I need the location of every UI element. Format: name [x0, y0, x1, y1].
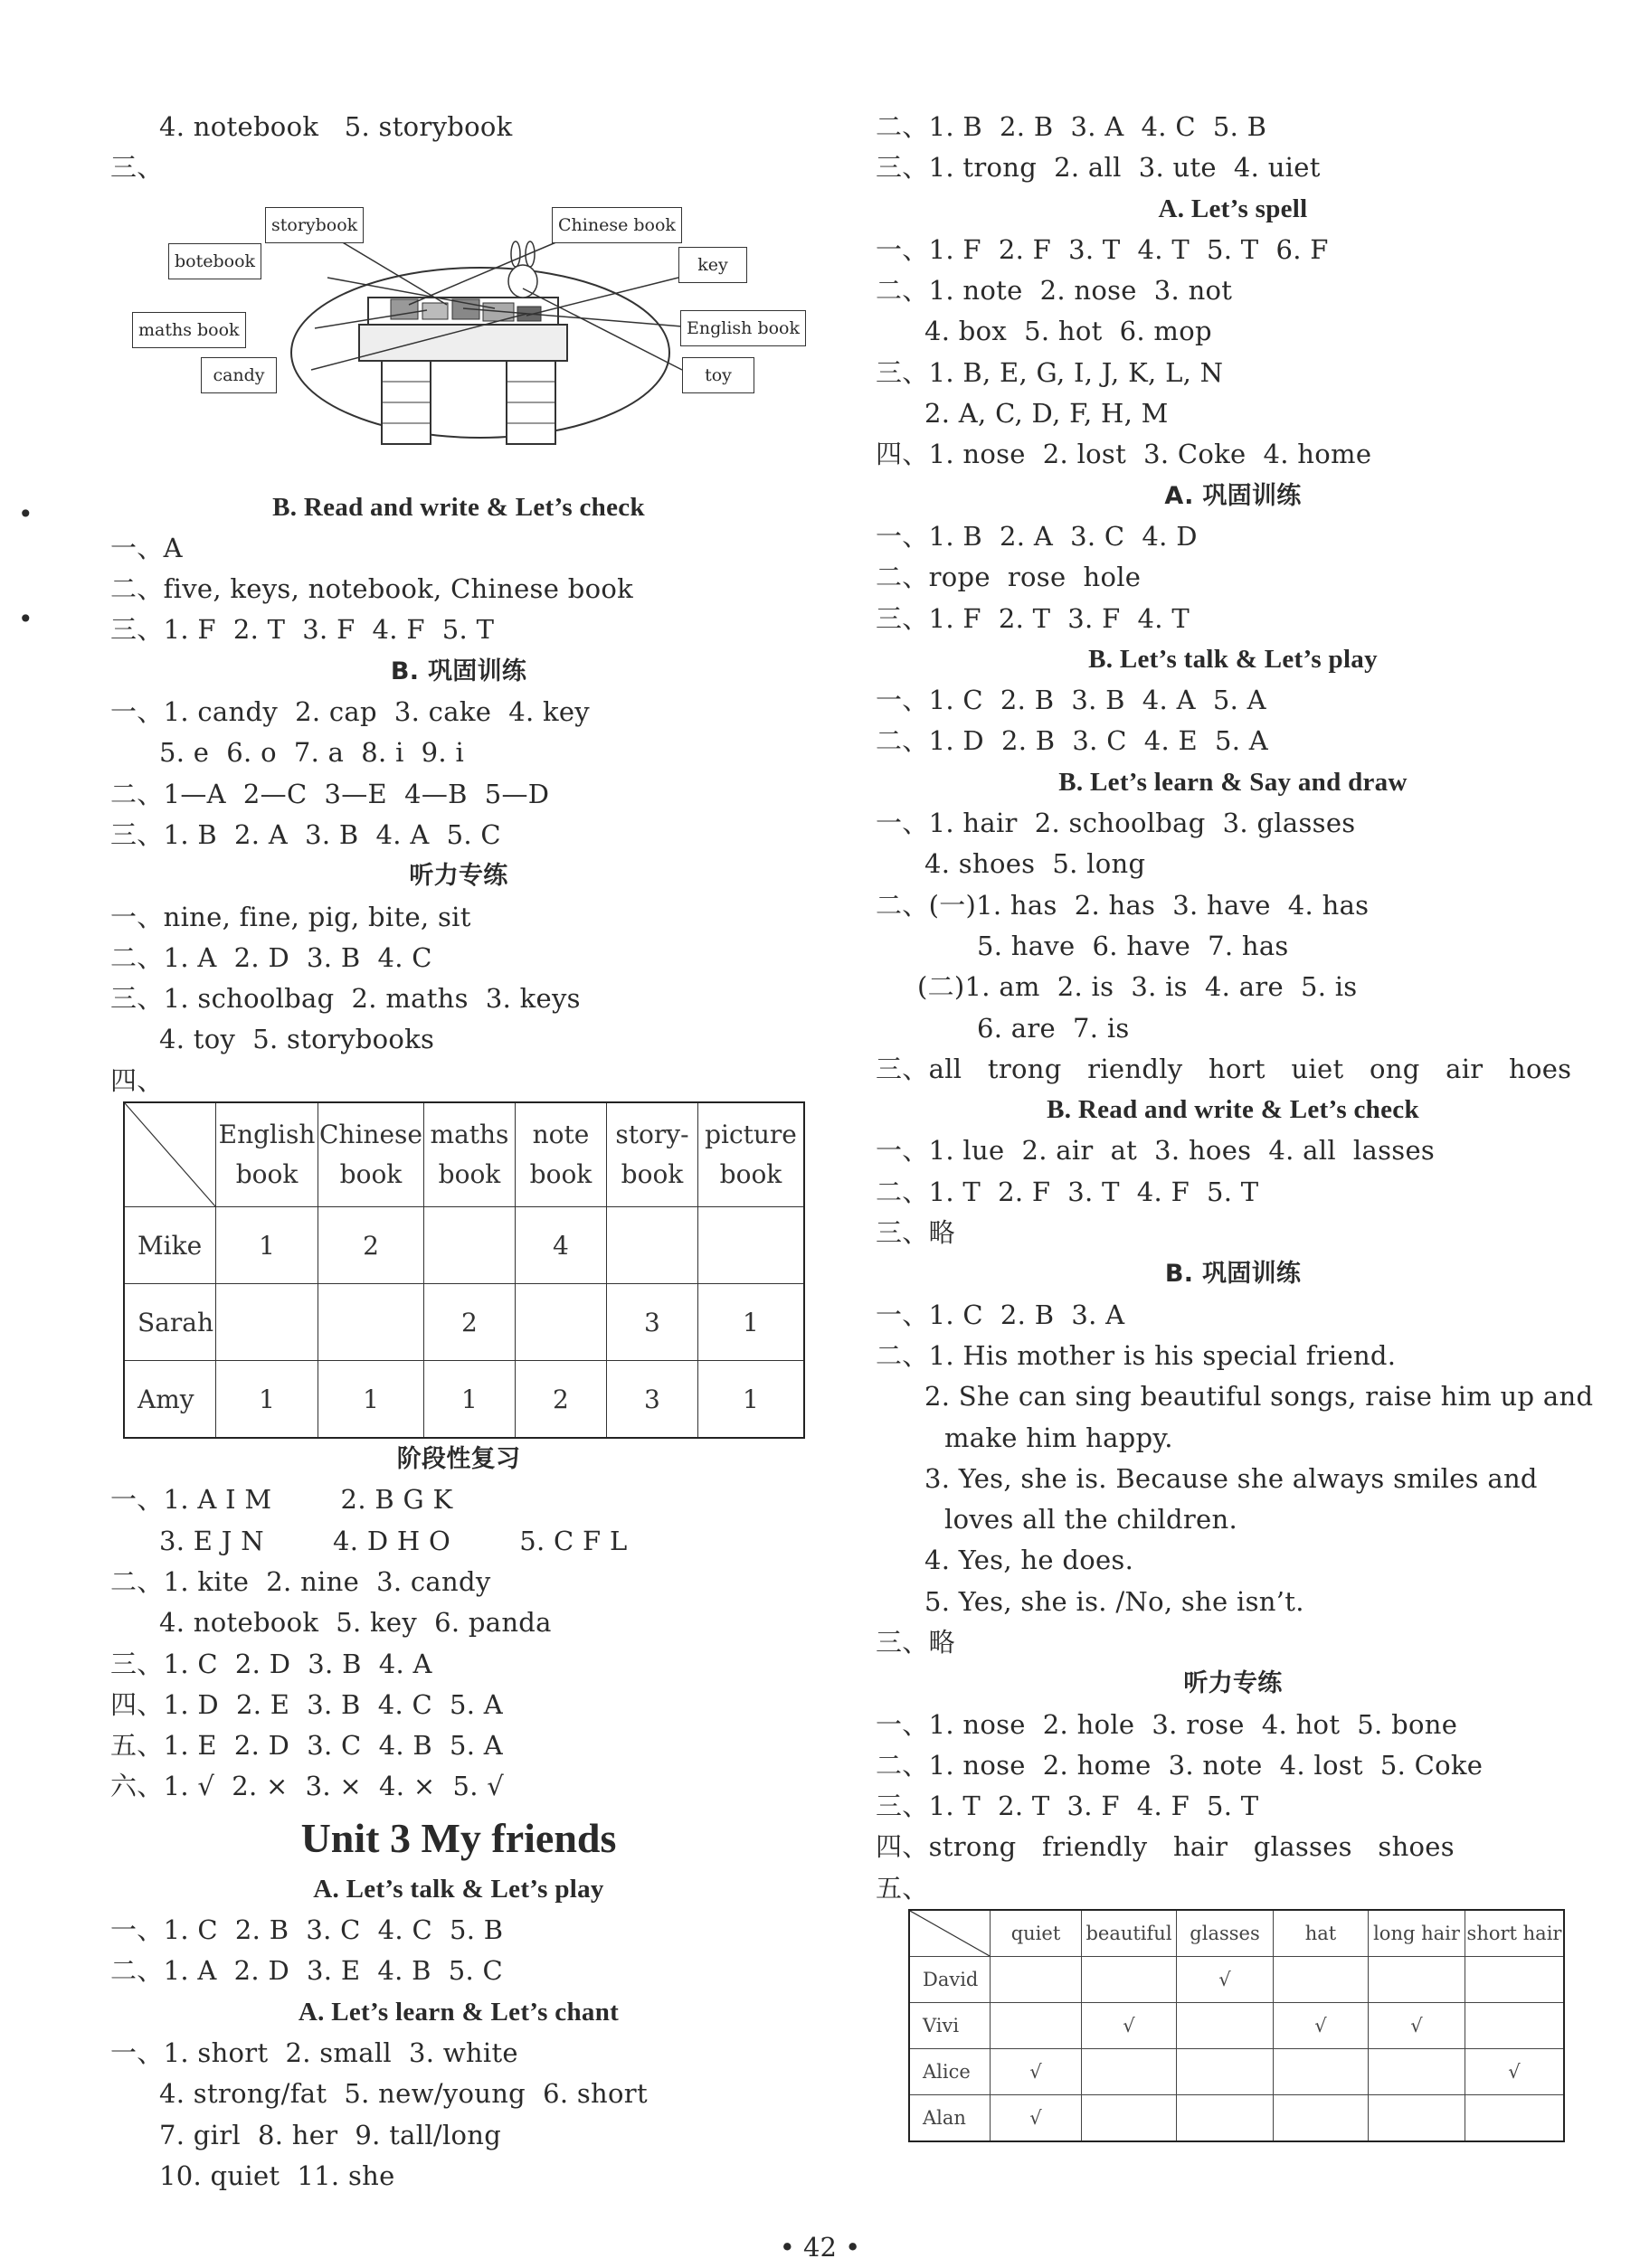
book-count-table [123, 1101, 805, 1439]
diagram-label-candy: candy [201, 357, 277, 393]
section-label: 三、 [110, 152, 164, 184]
answer-line: 4. strong/fat 5. new/young 6. short [159, 2078, 648, 2110]
desk-labeling-diagram [110, 189, 807, 487]
table-cell: √ [1082, 2003, 1177, 2049]
table-header: picture book [697, 1102, 804, 1207]
answer-line: 三、略 [876, 1217, 955, 1249]
answer-line: make him happy. [944, 1422, 1173, 1453]
answer-line: 三、1. F 2. T 3. F 4. T [876, 602, 1190, 634]
diagram-label-chinese-book: Chinese book [552, 207, 682, 243]
row-name: Amy [124, 1361, 216, 1439]
section-heading: B. Let’s learn & Say and draw [1058, 767, 1408, 797]
diagram-label-key: key [678, 247, 747, 283]
answer-line: 五、1. E 2. D 3. C 4. B 5. A [110, 1730, 504, 1762]
answer-line: 一、nine, fine, pig, bite, sit [110, 901, 471, 932]
table-header: story- book [606, 1102, 697, 1207]
answer-line: 一、1. lue 2. air at 3. hoes 4. all lasses [876, 1135, 1436, 1167]
table-cell: √ [1177, 1957, 1274, 2003]
row-name: David [909, 1957, 991, 2003]
table-cell [697, 1207, 804, 1284]
answer-line: 四、1. nose 2. lost 3. Coke 4. home [876, 439, 1372, 470]
table-cell: 3 [606, 1284, 697, 1361]
table-row [909, 2003, 1564, 2049]
section-heading: B. Let’s talk & Let’s play [1088, 644, 1378, 674]
table-cell: √ [1465, 2049, 1565, 2095]
table-header: quiet [991, 1910, 1082, 1957]
answer-line: 6. are 7. is [977, 1012, 1130, 1044]
table-cell: 2 [318, 1207, 424, 1284]
table-cell: 1 [216, 1361, 318, 1439]
table-cell [1274, 2049, 1369, 2095]
table-cell [991, 1957, 1082, 2003]
table-cell [1369, 1957, 1465, 2003]
answer-line: 7. girl 8. her 9. tall/long [159, 2119, 502, 2150]
right-column [876, 107, 1594, 2142]
table-header: note book [515, 1102, 606, 1207]
table-cell [515, 1284, 606, 1361]
table-cell [1177, 2003, 1274, 2049]
table-header: maths book [423, 1102, 515, 1207]
table-header: long hair [1369, 1910, 1465, 1957]
answer-line: 二、1. D 2. B 3. C 4. E 5. A [876, 725, 1269, 757]
diagram-label-botebook: botebook [168, 243, 261, 279]
answer-line: 5. Yes, she is. /No, she isn’t. [924, 1585, 1304, 1617]
row-name: Vivi [909, 2003, 991, 2049]
answer-line: 二、1. kite 2. nine 3. candy [110, 1565, 491, 1597]
answer-line: 2. A, C, D, F, H, M [924, 398, 1169, 430]
table-cell [606, 1207, 697, 1284]
table-cell: 1 [697, 1361, 804, 1439]
table-cell: 2 [515, 1361, 606, 1439]
answer-line: 三、1. C 2. D 3. B 4. A [110, 1648, 432, 1679]
answer-line: 一、1. F 2. F 3. T 4. T 5. T 6. F [876, 233, 1329, 265]
section-heading: A. 巩固训练 [1164, 481, 1302, 510]
table-row [909, 2049, 1564, 2095]
table-cell [1177, 2049, 1274, 2095]
answer-line: 一、1. nose 2. hole 3. rose 4. hot 5. bone [876, 1708, 1458, 1740]
table-cell [318, 1284, 424, 1361]
section-heading: B. Read and write & Let’s check [1047, 1095, 1419, 1125]
answer-line: 3. E J N 4. D H O 5. C F L [159, 1525, 628, 1556]
friend-features-table [908, 1909, 1565, 2142]
row-name: Alan [909, 2095, 991, 2142]
table-row [909, 2095, 1564, 2142]
answer-line: 5. have 6. have 7. has [977, 930, 1289, 961]
answer-line: 二、1. A 2. D 3. E 4. B 5. C [110, 1955, 504, 1987]
section-heading: B. 巩固训练 [1164, 1260, 1302, 1289]
table-cell [1465, 2095, 1565, 2142]
answer-line: 三、all trong riendly hort uiet ong air hoes [876, 1053, 1572, 1084]
table-header: glasses [1177, 1910, 1274, 1957]
answer-line: 4. notebook 5. storybook [159, 111, 513, 142]
answer-line: 4. notebook 5. key 6. panda [159, 1607, 552, 1639]
answer-line: 二、five, keys, notebook, Chinese book [110, 573, 633, 605]
answer-line: 三、1. trong 2. all 3. ute 4. uiet [876, 152, 1321, 184]
table-cell: √ [1369, 2003, 1465, 2049]
table-cell [1465, 2003, 1565, 2049]
table-cell: √ [1274, 2003, 1369, 2049]
answer-line: 一、1. hair 2. schoolbag 3. glasses [876, 808, 1356, 839]
diagram-label-english-book: English book [680, 310, 806, 346]
table-cell [1274, 2095, 1369, 2142]
answer-line: 三、略 [876, 1626, 955, 1658]
table-cell: √ [991, 2049, 1082, 2095]
section-heading: 听力专练 [1183, 1669, 1283, 1698]
table-cell: 2 [423, 1284, 515, 1361]
margin-dot: • [18, 604, 33, 634]
answer-line: (二)1. am 2. is 3. is 4. are 5. is [917, 971, 1358, 1003]
table-cell: √ [991, 2095, 1082, 2142]
answer-line: 4. box 5. hot 6. mop [924, 316, 1212, 347]
answer-line: 5. e 6. o 7. a 8. i 9. i [159, 737, 465, 769]
table-cell [1274, 1957, 1369, 2003]
answer-line: 一、1. B 2. A 3. C 4. D [876, 520, 1198, 552]
table-cell [1082, 2049, 1177, 2095]
answer-line: 一、1. C 2. B 3. B 4. A 5. A [876, 685, 1266, 716]
answer-line: 三、1. schoolbag 2. maths 3. keys [110, 983, 581, 1015]
row-name: Mike [124, 1207, 216, 1284]
answer-line: 二、1. T 2. F 3. T 4. F 5. T [876, 1176, 1259, 1207]
table-cell [1369, 2049, 1465, 2095]
answer-line: 六、1. √ 2. × 3. × 4. × 5. √ [110, 1771, 505, 1802]
answer-line: 二、1. His mother is his special friend. [876, 1339, 1397, 1371]
table-header: short hair [1465, 1910, 1565, 1957]
table-cell: 1 [423, 1361, 515, 1439]
answer-line: 四、strong friendly hair glasses shoes [876, 1831, 1455, 1863]
page-number: • 42 • [779, 2232, 861, 2263]
section-heading: 阶段性复习 [396, 1445, 521, 1474]
section-heading: A. Let’s learn & Let’s chant [298, 1997, 620, 2027]
answer-line: 二、1. B 2. B 3. A 4. C 5. B [876, 111, 1267, 142]
answer-line: 四、1. D 2. E 3. B 4. C 5. A [110, 1688, 504, 1720]
section-heading: A. Let’s spell [1158, 194, 1308, 223]
diagram-label-maths-book: maths book [132, 312, 246, 348]
answer-line: 4. shoes 5. long [924, 848, 1146, 880]
answer-line: 一、1. short 2. small 3. white [110, 2036, 518, 2068]
answer-line: 三、1. B, E, G, I, J, K, L, N [876, 356, 1224, 388]
row-name: Alice [909, 2049, 991, 2095]
answer-line: 一、1. C 2. B 3. A [876, 1299, 1125, 1330]
table-corner-cell [909, 1910, 991, 1957]
table-cell: 1 [216, 1207, 318, 1284]
answer-line: 二、1. nose 2. home 3. note 4. lost 5. Coke [876, 1749, 1484, 1781]
section-heading: B. 巩固训练 [390, 657, 527, 685]
margin-dot: • [18, 499, 33, 529]
table-cell [1465, 1957, 1565, 2003]
table-cell: 4 [515, 1207, 606, 1284]
section-heading: 听力专练 [409, 862, 508, 891]
table-cell [1082, 2095, 1177, 2142]
answer-line: 一、1. A I M 2. B G K [110, 1484, 453, 1516]
table-cell [216, 1284, 318, 1361]
answer-line: 一、1. candy 2. cap 3. cake 4. key [110, 696, 590, 728]
section-heading: B. Read and write & Let’s check [272, 492, 645, 522]
table-corner-cell [124, 1102, 216, 1207]
answer-line: 10. quiet 11. she [159, 2159, 395, 2191]
answer-line: 一、A [110, 532, 183, 563]
diagram-label-storybook: storybook [265, 207, 364, 243]
answer-line: 一、1. C 2. B 3. C 4. C 5. B [110, 1914, 504, 1946]
table-cell: 1 [697, 1284, 804, 1361]
section-label: 四、 [110, 1064, 164, 1096]
unit-title: Unit 3 My friends [300, 1814, 617, 1861]
answer-line: 二、1—A 2—C 3—E 4—B 5—D [110, 778, 550, 809]
table-header: Chinese book [318, 1102, 424, 1207]
table-row [124, 1207, 804, 1284]
answer-line: 2. She can sing beautiful songs, raise him up and [924, 1381, 1594, 1413]
table-header: English book [216, 1102, 318, 1207]
table-cell: 3 [606, 1361, 697, 1439]
answer-line: 二、(一)1. has 2. has 3. have 4. has [876, 889, 1370, 921]
table-cell [423, 1207, 515, 1284]
table-header: hat [1274, 1910, 1369, 1957]
table-cell [1369, 2095, 1465, 2142]
answer-line: 4. Yes, he does. [924, 1545, 1134, 1576]
table-row [909, 1957, 1564, 2003]
table-cell [1177, 2095, 1274, 2142]
answer-line: 三、1. F 2. T 3. F 4. F 5. T [110, 614, 495, 646]
answer-line: 3. Yes, she is. Because she always smiles and [924, 1462, 1538, 1494]
answer-line: loves all the children. [944, 1504, 1238, 1536]
section-label: 五、 [876, 1872, 929, 1904]
answer-line: 二、1. A 2. D 3. B 4. C [110, 941, 432, 973]
table-cell: 1 [318, 1361, 424, 1439]
table-header: beautiful [1082, 1910, 1177, 1957]
table-cell [1082, 1957, 1177, 2003]
diagram-label-toy: toy [682, 357, 754, 393]
answer-line: 三、1. B 2. A 3. B 4. A 5. C [110, 818, 501, 850]
row-name: Sarah [124, 1284, 216, 1361]
answer-line: 二、1. note 2. nose 3. not [876, 275, 1233, 307]
table-cell [991, 2003, 1082, 2049]
answer-line: 三、1. T 2. T 3. F 4. F 5. T [876, 1791, 1259, 1822]
left-column [110, 107, 807, 2197]
answer-line: 二、rope rose hole [876, 562, 1142, 593]
section-heading: A. Let’s talk & Let’s play [313, 1874, 604, 1904]
answer-line: 4. toy 5. storybooks [159, 1024, 435, 1055]
table-row [124, 1361, 804, 1439]
table-row [124, 1284, 804, 1361]
